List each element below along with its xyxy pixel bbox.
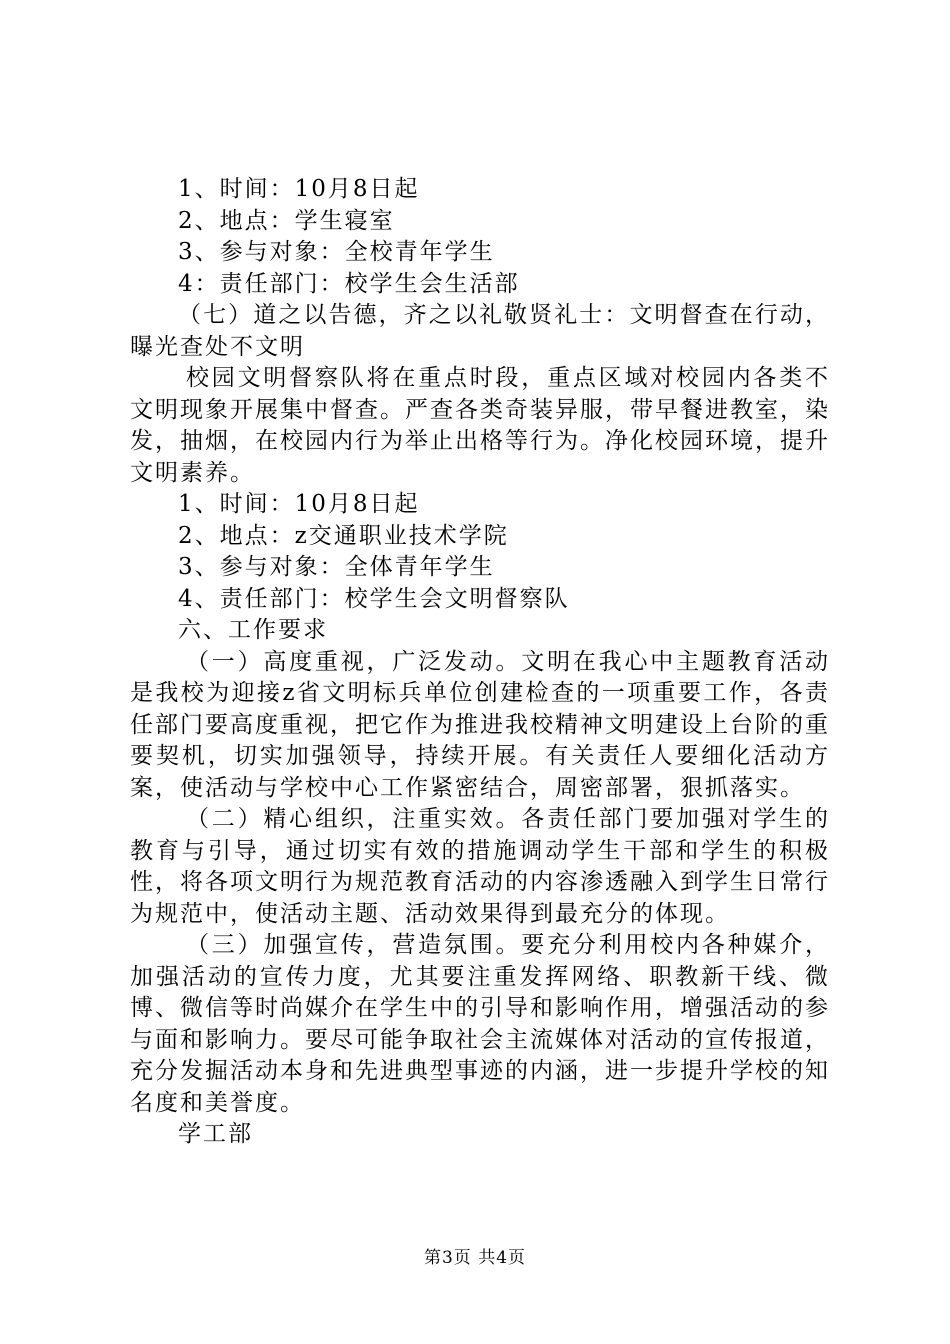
paragraph-requirement-1: （一）高度重视，广泛发动。文明在我心中主题教育活动是我校为迎接z省文明标兵单位创建检查的一项重要工作，各责任部门要高度重视，把它作为推进我校精神文明建设上台阶的重要契机，切实加强领导，持续开展。有关责任人要细化活动方案，使活动与学校中心工作紧密结合，周密部署，狠抓落实。 <box>130 648 830 801</box>
list-item-participants: 3、参与对象：全体青年学生 <box>178 554 495 580</box>
paragraph-requirement-2: （二）精心组织，注重实效。各责任部门要加强对学生的教育与引导，通过切实有效的措施调动学生干部和学生的积极性，将各项文明行为规范教育活动的内容渗透融入到学生日常行为规范中，使活动主题、活动效果得到最充分的体现。 <box>130 806 830 927</box>
document-body <box>130 174 830 1151</box>
list-item-department: 4：责任部门：校学生会生活部 <box>178 270 520 297</box>
section-heading-seven: （七）道之以告德，齐之以礼敬贤礼士：文明督查在行动，曝光查处不文明 <box>130 302 830 360</box>
paragraph-inspection: 校园文明督察队将在重点时段，重点区域对校园内各类不文明现象开展集中督查。严查各类奇装异服，带早餐进教室，染发，抽烟，在校园内行为举止出格等行为。净化校园环境，提升文明素养。 <box>130 365 830 486</box>
list-item-participants: 3、参与对象：全校青年学生 <box>178 239 495 265</box>
list-item-department: 4、责任部门：校学生会文明督察队 <box>178 585 570 612</box>
list-item-time: 1、时间：10月8日起 <box>178 176 420 202</box>
signature-department: 学工部 <box>178 1121 253 1147</box>
list-item-location: 2、地点：z交通职业技术学院 <box>178 522 509 549</box>
page-number: 第3页 共4页 <box>423 1248 527 1268</box>
paragraph-requirement-3: （三）加强宣传，营造氛围。要充分利用校内各种媒介，加强活动的宣传力度，尤其要注重发挥网络、职教新干线、微博、微信等时尚媒介在学生中的引导和影响作用，增强活动的参与面和影响力。要尽可能争取社会主流媒体对活动的宣传报道，充分发掘活动本身和先进典型事迹的内涵，进一步提升学校的知名度和美誉度。 <box>130 932 830 1116</box>
section-heading-requirements: 六、工作要求 <box>178 617 328 643</box>
list-item-location: 2、地点：学生寝室 <box>178 207 395 234</box>
list-item-time: 1、时间：10月8日起 <box>178 491 420 517</box>
